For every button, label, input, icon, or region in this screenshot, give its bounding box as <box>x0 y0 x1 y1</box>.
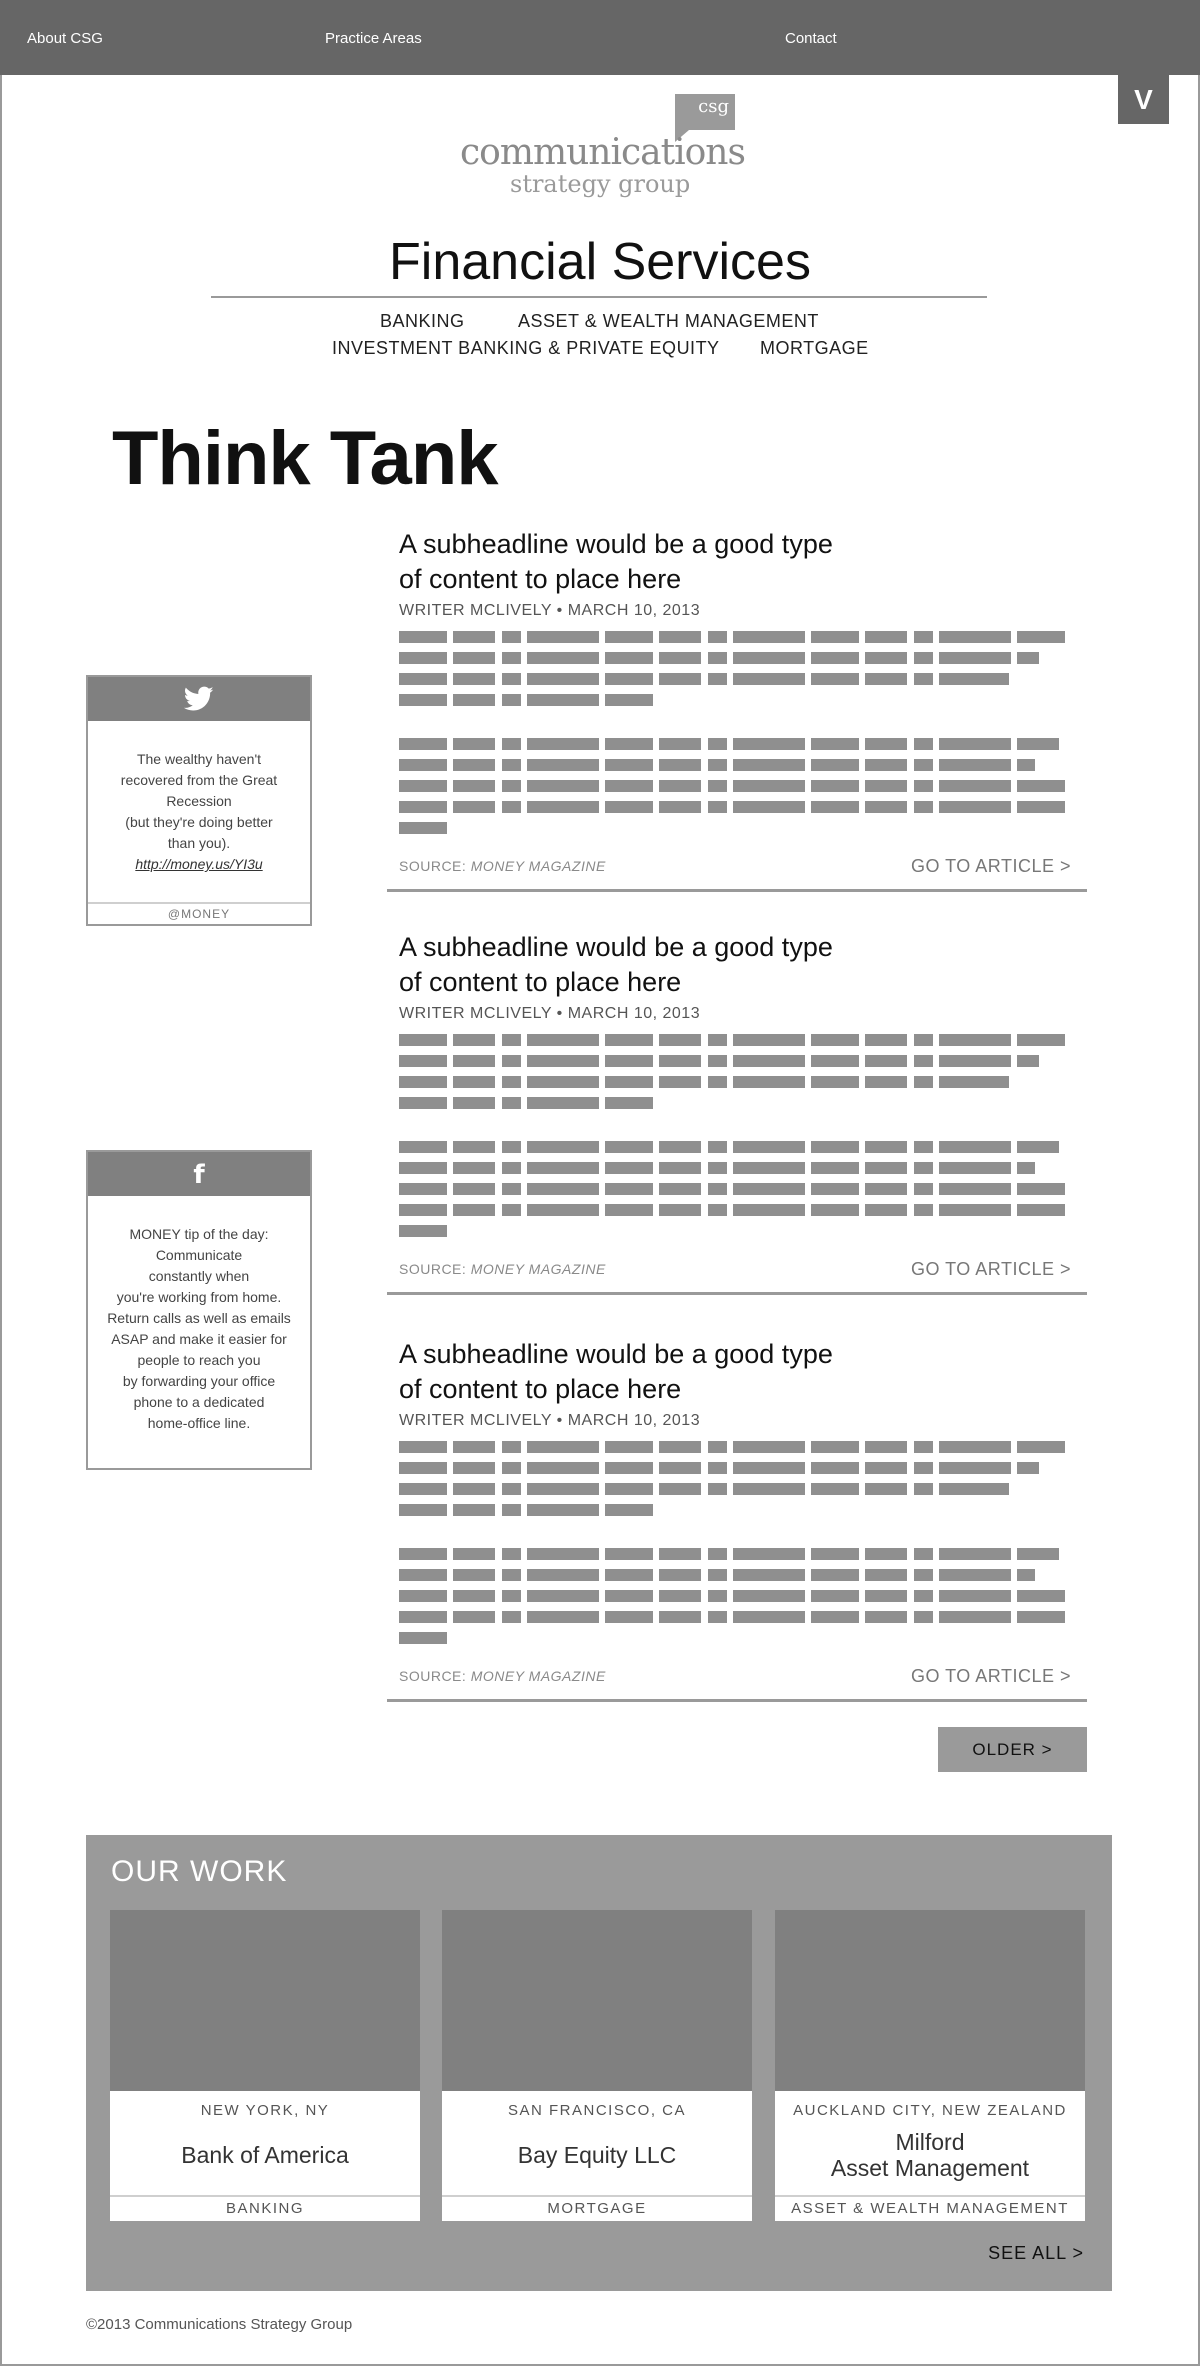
work-image-placeholder <box>110 1910 420 2091</box>
text-line <box>399 1097 657 1109</box>
text-line <box>399 1548 1059 1560</box>
footer-copyright: ©2013 Communications Strategy Group <box>86 2316 353 2333</box>
older-button[interactable]: OLDER > <box>938 1727 1087 1772</box>
text-line <box>399 1590 1071 1602</box>
text-line <box>399 1441 1067 1453</box>
text-line <box>399 1225 449 1237</box>
post-line: Communicate <box>155 1247 243 1263</box>
tweet-line: The wealthy haven't <box>136 751 262 767</box>
article-divider <box>387 1699 1087 1702</box>
article-card <box>387 1337 1087 1705</box>
text-line <box>399 1076 1009 1088</box>
our-work-section <box>86 1835 1112 2291</box>
source-name: MONEY MAGAZINE <box>470 858 606 874</box>
facebook-f-icon[interactable]: f <box>193 1160 205 1190</box>
article-meta: WRITER MCLIVELY • MARCH 10, 2013 <box>399 1005 701 1022</box>
text-line <box>399 801 1071 813</box>
see-all-link[interactable]: SEE ALL > <box>988 2243 1084 2263</box>
tweet-line: Recession <box>166 793 232 809</box>
work-location: SAN FRANCISCO, CA <box>507 2102 687 2119</box>
post-line: you're working from home. <box>116 1289 282 1305</box>
client-name-line: Milford <box>895 2129 965 2155</box>
article-meta: WRITER MCLIVELY • MARCH 10, 2013 <box>399 602 701 619</box>
work-client-name <box>110 2123 420 2187</box>
post-line: constantly when <box>148 1268 250 1284</box>
article-headline[interactable]: A subheadline would be a good type of content to place here <box>399 932 833 997</box>
our-work-title: OUR WORK <box>111 1855 288 1888</box>
logo-line-2: strategy group <box>510 170 691 198</box>
text-line <box>399 631 1067 643</box>
post-line: home-office line. <box>147 1415 251 1431</box>
page-heading: Think Tank <box>112 416 498 501</box>
text-line <box>399 1504 657 1516</box>
text-line <box>399 1162 1035 1174</box>
post-line: by forwarding your office <box>122 1373 276 1389</box>
tweet-line: than you). <box>167 835 231 851</box>
work-card[interactable] <box>442 1910 752 2221</box>
facebook-post-text <box>88 1196 310 1434</box>
article-divider <box>387 889 1087 892</box>
tweet-line: recovered from the Great <box>120 772 278 788</box>
menu-toggle-button[interactable]: V <box>1118 75 1169 124</box>
tweet-text <box>88 721 310 875</box>
article-card <box>387 930 1087 1298</box>
article-headline[interactable]: A subheadline would be a good type of content to place here <box>399 1339 833 1404</box>
go-to-article-link[interactable]: GO TO ARTICLE > <box>910 1259 1071 1279</box>
text-line <box>399 1034 1067 1046</box>
work-practice-tag: ASSET & WEALTH MANAGEMENT <box>775 2195 1085 2221</box>
text-line <box>399 673 1009 685</box>
work-image-placeholder <box>775 1910 1085 2091</box>
subnav-investment-banking[interactable]: INVESTMENT BANKING & PRIVATE EQUITY <box>332 338 720 358</box>
facebook-card-header <box>88 1152 310 1196</box>
article-headline[interactable]: A subheadline would be a good type of content to place here <box>399 529 833 594</box>
work-image-placeholder <box>442 1910 752 2091</box>
subnav-banking[interactable]: BANKING <box>380 311 465 331</box>
text-line <box>399 1183 1071 1195</box>
text-line <box>399 652 1039 664</box>
go-to-article-link[interactable]: GO TO ARTICLE > <box>910 856 1071 876</box>
post-line: people to reach you <box>137 1352 261 1368</box>
post-line: MONEY tip of the day: <box>129 1226 269 1242</box>
article-source <box>399 1261 606 1277</box>
article-divider <box>387 1292 1087 1295</box>
twitter-bird-icon[interactable] <box>184 686 214 712</box>
text-line <box>399 1611 1071 1623</box>
go-to-article-link[interactable]: GO TO ARTICLE > <box>910 1666 1071 1686</box>
text-line <box>399 1141 1059 1153</box>
client-name-line: Bay Equity LLC <box>517 2142 677 2168</box>
section-title: Financial Services <box>389 233 811 291</box>
section-divider <box>211 296 987 298</box>
work-client-name <box>775 2123 1085 2187</box>
post-line: phone to a dedicated <box>133 1394 265 1410</box>
text-line <box>399 694 657 706</box>
work-practice-tag: MORTGAGE <box>442 2195 752 2221</box>
text-line <box>399 1204 1071 1216</box>
twitter-card <box>86 675 312 926</box>
work-card[interactable] <box>110 1910 420 2221</box>
tweet-line: (but they're doing better <box>125 814 273 830</box>
source-label: SOURCE: <box>399 858 467 874</box>
logo-badge: csg <box>675 94 735 130</box>
text-line <box>399 1569 1035 1581</box>
client-name-line: Bank of America <box>181 2142 349 2168</box>
text-line <box>399 1483 1009 1495</box>
client-name-line: Asset Management <box>830 2155 1030 2181</box>
facebook-card <box>86 1150 312 1470</box>
work-location: AUCKLAND CITY, NEW ZEALAND <box>793 2102 1067 2119</box>
source-name: MONEY MAGAZINE <box>470 1668 606 1684</box>
article-source <box>399 858 606 874</box>
work-practice-tag: BANKING <box>110 2195 420 2221</box>
work-card[interactable] <box>775 1910 1085 2221</box>
subnav-mortgage[interactable]: MORTGAGE <box>760 338 869 358</box>
top-nav <box>0 0 1200 75</box>
work-client-name <box>442 2123 752 2187</box>
logo-line-1: communications <box>460 132 745 173</box>
nav-contact[interactable]: Contact <box>785 30 837 47</box>
source-label: SOURCE: <box>399 1668 467 1684</box>
article-card <box>387 527 1087 895</box>
source-label: SOURCE: <box>399 1261 467 1277</box>
post-line: Return calls as well as emails <box>107 1310 291 1326</box>
nav-practice-areas[interactable]: Practice Areas <box>325 30 422 47</box>
twitter-card-header <box>88 677 310 721</box>
text-line <box>399 738 1059 750</box>
post-line: ASAP and make it easier for <box>111 1331 287 1347</box>
text-line <box>399 822 449 834</box>
text-line <box>399 1632 449 1644</box>
source-name: MONEY MAGAZINE <box>470 1261 606 1277</box>
article-meta: WRITER MCLIVELY • MARCH 10, 2013 <box>399 1412 701 1429</box>
text-line <box>399 1462 1039 1474</box>
text-line <box>399 1055 1039 1067</box>
subnav-asset-wealth[interactable]: ASSET & WEALTH MANAGEMENT <box>518 311 819 331</box>
article-source <box>399 1668 606 1684</box>
text-line <box>399 759 1035 771</box>
nav-about[interactable]: About CSG <box>27 30 103 47</box>
twitter-handle[interactable]: @MONEY <box>88 902 310 924</box>
work-location: NEW YORK, NY <box>200 2102 330 2119</box>
logo[interactable] <box>430 90 770 200</box>
tweet-link[interactable]: http://money.us/YI3u <box>135 856 263 872</box>
text-line <box>399 780 1071 792</box>
